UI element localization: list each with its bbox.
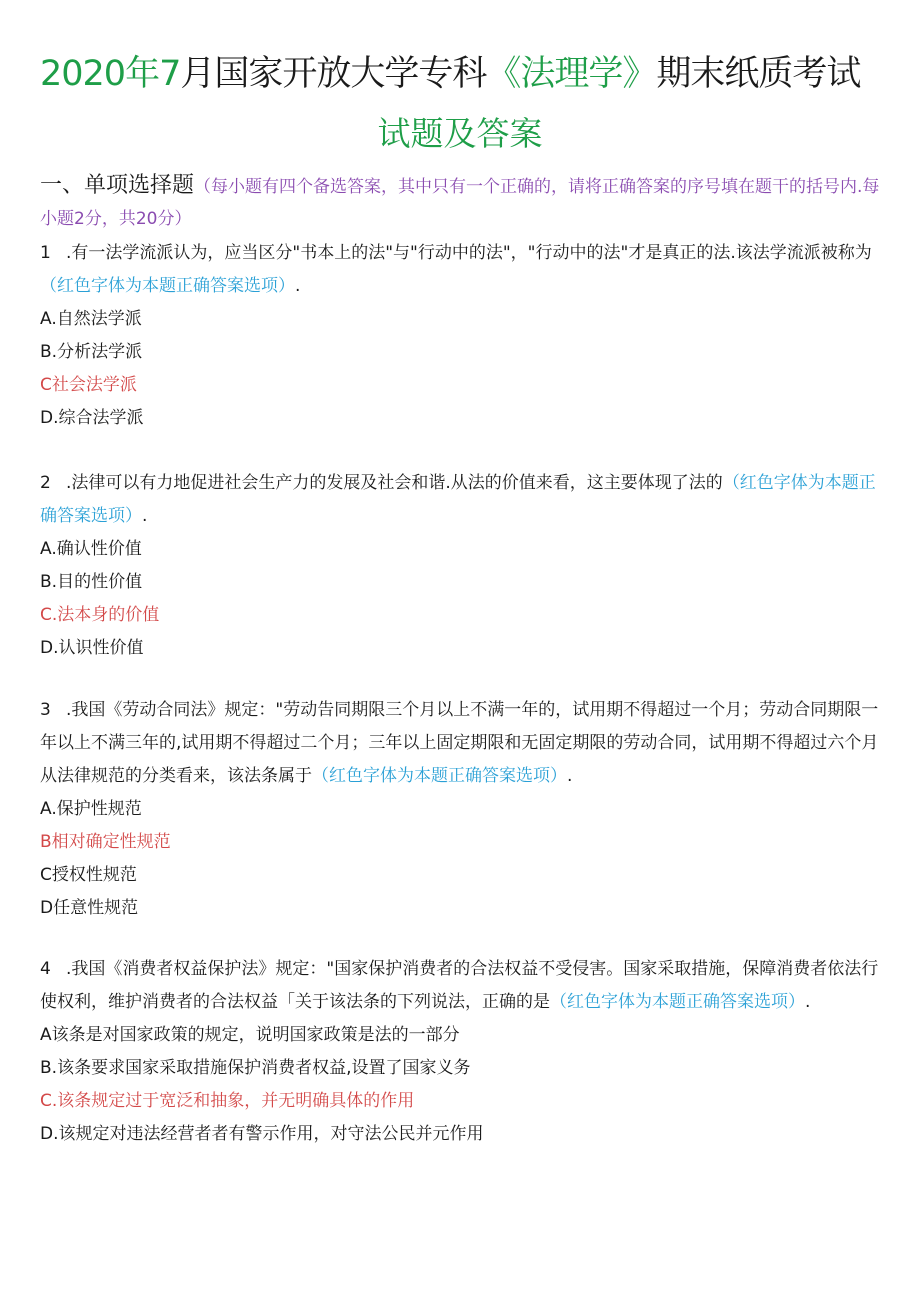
option-b: B.分析法学派 <box>40 342 143 362</box>
answer-hint: （红色字体为本题正确答案选项） <box>40 276 295 296</box>
option-b: B.目的性价值 <box>40 572 143 592</box>
question-stem <box>40 953 882 1019</box>
question-1 <box>40 237 882 435</box>
option-b: B.该条要求国家采取措施保护消费者权益,设置了国家义务 <box>40 1058 471 1078</box>
question-2 <box>40 467 882 665</box>
question-number: 2 <box>40 473 51 493</box>
option-a: A.确认性价值 <box>40 539 142 559</box>
option-a: A.保护性规范 <box>40 799 142 819</box>
answer-hint: （红色字体为本题正确答案选项） <box>312 766 567 786</box>
question-text: .有一法学流派认为，应当区分"书本上的法"与"行动中的法"，"行动中的法"才是真正的法.该法学流派被称为 <box>66 243 872 263</box>
question-stem <box>40 467 882 533</box>
question-stem <box>40 237 882 303</box>
question-stem <box>40 694 882 793</box>
title-course-segment: 《法理学》 <box>486 54 657 94</box>
document-title <box>40 52 860 96</box>
question-text: .我国《劳动合同法》规定："劳动告同期限三个月以上不满一年的，试用期不得超过一个月；劳动合同期限一年以上不满三年的,试用期不得超过二个月；三年以上固定期限和无固定期限的劳动合同，试用期不得超过六个月从法律规范的分类看来，该法条属于 <box>40 700 879 786</box>
option-c-correct: C.该条规定过于宽泛和抽象，并无明确具体的作用 <box>40 1091 415 1111</box>
question-end: . <box>567 766 573 786</box>
section-heading: 一、单项选择题 <box>40 173 195 198</box>
option-b-correct: B相对确定性规范 <box>40 832 171 852</box>
answer-hint: （红色字体为本题正确答案选项） <box>550 992 805 1012</box>
answer-hint: （红色字体为本题正确答案选项） <box>40 473 876 526</box>
document-subtitle: 试题及答案 <box>377 114 543 153</box>
title-university-segment: 月国家开放大学专科 <box>180 54 487 94</box>
question-number: 1 <box>40 243 51 263</box>
question-end: . <box>295 276 301 296</box>
section-header <box>40 170 880 235</box>
question-text: .法律可以有力地促进社会生产力的发展及社会和谐.从法的价值来看，这主要体现了法的 <box>66 473 723 493</box>
option-d: D.认识性价值 <box>40 638 144 658</box>
option-d: D任意性规范 <box>40 898 139 918</box>
question-4 <box>40 953 882 1151</box>
title-year-segment: 2020年7 <box>40 54 181 94</box>
option-c-correct: C.法本身的价值 <box>40 605 160 625</box>
question-number: 4 <box>40 959 51 979</box>
question-end: . <box>142 506 148 526</box>
option-c: C授权性规范 <box>40 865 137 885</box>
option-c-correct: C社会法学派 <box>40 375 137 395</box>
option-a: A.自然法学派 <box>40 309 142 329</box>
question-end: . <box>805 992 811 1012</box>
option-a: A该条是对国家政策的规定，说明国家政策是法的一部分 <box>40 1025 460 1045</box>
question-number: 3 <box>40 700 51 720</box>
question-3 <box>40 694 882 925</box>
option-d: D.综合法学派 <box>40 408 144 428</box>
section-note: （每小题有四个备选答案，其中只有一个正确的，请将正确答案的序号填在题干的括号内.每小题2分，共20分） <box>40 177 880 229</box>
title-exam-segment: 期末纸质考试 <box>656 54 861 94</box>
option-d: D.该规定对违法经营者者有警示作用，对守法公民并元作用 <box>40 1124 484 1144</box>
question-text: .我国《消费者权益保护法》规定："国家保护消费者的合法权益不受侵害。国家采取措施，保障消费者依法行使权利，维护消费者的合法权益「关于该法条的下列说法，正确的是 <box>40 959 879 1012</box>
